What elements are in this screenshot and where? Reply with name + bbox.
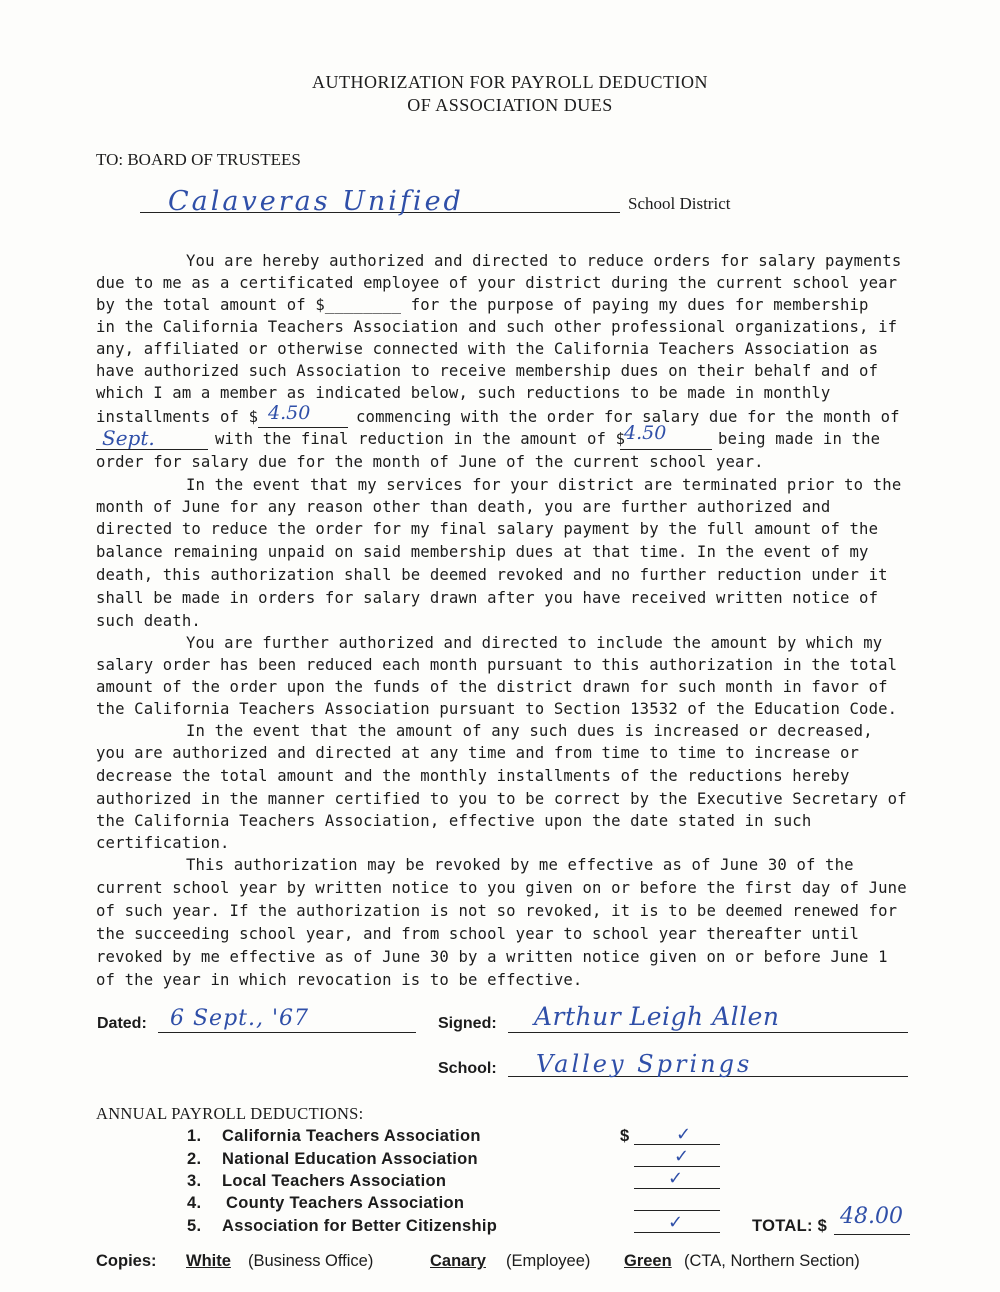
district-name-handwritten: Calaveras Unified [168, 186, 464, 217]
checkmark-icon: ✓ [676, 1124, 692, 1145]
copy-canary: Canary [430, 1252, 486, 1270]
p4-line2: you are authorized and directed at any time and from time to time to increase or [96, 744, 860, 762]
deduction-name-5: Association for Better Citizenship [222, 1217, 498, 1235]
deduction-num-3: 3. [187, 1172, 202, 1190]
checkmark-icon: ✓ [668, 1212, 684, 1233]
final-amount-underline [620, 449, 712, 450]
final-suffix: being made in the [718, 430, 881, 448]
installment-amount-underline [258, 427, 348, 428]
to-board-line: TO: BOARD OF TRUSTEES [96, 150, 301, 169]
deduction-name-1: California Teachers Association [222, 1127, 481, 1145]
p1-line2: due to me as a certificated employee of your district during the current school year [96, 274, 898, 292]
p4-line5: the California Teachers Association, effective upon the date stated in such [96, 812, 812, 830]
total-handwritten: 48.00 [840, 1204, 903, 1229]
p2-line1: In the event that my services for your district are terminated prior to the [186, 476, 902, 494]
p4-line1: In the event that the amount of any such dues is increased or decreased, [186, 722, 873, 740]
p1-line7: which I am a member as indicated below, such reductions to be made in monthly [96, 384, 831, 402]
p2-line4: balance remaining unpaid on said membership dues at that time. In the event of my [96, 543, 869, 561]
deduction-num-5: 5. [187, 1217, 202, 1235]
form-title-line2: OF ASSOCIATION DUES [407, 95, 613, 115]
p2-line2: month of June for any reason other than death, you are further authorized and [96, 498, 831, 516]
p4-line6: certification. [96, 834, 230, 852]
form-title-line1: AUTHORIZATION FOR PAYROLL DEDUCTION [311, 72, 708, 92]
p3-line4: the California Teachers Association pursuant to Section 13532 of the Education Code. [96, 700, 898, 718]
p2-line5: death, this authorization shall be deemed revoked and no further reduction under it [96, 566, 888, 584]
p1-line4: in the California Teachers Association and such other professional organizations, if [96, 318, 898, 336]
copy-white-dest: (Business Office) [248, 1252, 374, 1270]
p5-line5: revoked by me effective as of June 30 by a written notice given on or before June 1 [96, 948, 888, 966]
checkmark-icon: ✓ [668, 1168, 684, 1189]
p3-line1: You are further authorized and directed to include the amount by which my [186, 634, 883, 652]
month-handwritten: Sept. [102, 426, 155, 450]
p2-line6: shall be made in orders for salary drawn after you have received written notice of [96, 589, 879, 607]
p5-line6: of the year in which revocation is to be effective. [96, 971, 583, 989]
p5-line3: of such year. If the authorization is not so revoked, it is to be deemed renewed for [96, 902, 898, 920]
p1-last-line: order for salary due for the month of June of the current school year. [96, 453, 764, 471]
copy-green-dest: (CTA, Northern Section) [684, 1252, 860, 1270]
total-label: TOTAL: $ [752, 1217, 828, 1235]
deduction-name-3: Local Teachers Association [222, 1172, 447, 1190]
deduction-line-4 [634, 1210, 720, 1211]
dated-underline [158, 1032, 416, 1033]
p5-line1: This authorization may be revoked by me effective as of June 30 of the [186, 856, 854, 874]
p2-line3: directed to reduce the order for my final salary payment by the full amount of the [96, 520, 879, 538]
school-district-label: School District [628, 194, 731, 213]
deductions-dollar-sign: $ [620, 1127, 630, 1145]
p1-line3: by the total amount of $________ for the purpose of paying my dues for membership [96, 296, 869, 314]
deduction-num-2: 2. [187, 1150, 202, 1168]
installments-prefix: installments of $ [96, 408, 259, 426]
copy-canary-dest: (Employee) [506, 1252, 591, 1270]
deduction-name-2: National Education Association [222, 1150, 478, 1168]
p3-line3: amount of the order upon the funds of the district drawn for such month in favor of [96, 678, 888, 696]
deduction-num-1: 1. [187, 1127, 202, 1145]
school-label: School: [438, 1060, 497, 1077]
deductions-heading: ANNUAL PAYROLL DEDUCTIONS: [96, 1104, 364, 1123]
school-handwritten: Valley Springs [536, 1050, 753, 1078]
dated-handwritten: 6 Sept., '67 [170, 1006, 310, 1031]
total-underline [834, 1234, 910, 1235]
copy-white: White [186, 1252, 231, 1270]
month-suffix: with the final reduction in the amount of $ [215, 430, 626, 448]
signature-handwritten: Arthur Leigh Allen [534, 1002, 780, 1031]
checkmark-icon: ✓ [674, 1146, 690, 1167]
signed-label: Signed: [438, 1015, 497, 1032]
p5-line2: current school year by written notice to you given on or before the first day of June [96, 879, 907, 897]
final-amount-handwritten: 4.50 [624, 422, 667, 444]
copy-green: Green [624, 1252, 672, 1270]
p1-line6: have authorized such Association to receive membership dues on their behalf and of [96, 362, 879, 380]
p2-line7: such death. [96, 612, 201, 630]
deduction-name-4: County Teachers Association [226, 1194, 465, 1212]
installments-suffix: commencing with the order for salary due for the month of [356, 408, 900, 426]
p4-line4: authorized in the manner certified to you to be correct by the Executive Secretary of [96, 790, 907, 808]
p1-line1: You are hereby authorized and directed to reduce orders for salary payments [186, 252, 902, 270]
p5-line4: the succeeding school year, and from school year to school year thereafter until [96, 925, 860, 943]
installment-amount-handwritten: 4.50 [268, 402, 311, 424]
copies-label: Copies: [96, 1252, 157, 1270]
p4-line3: decrease the total amount and the monthly installments of the reductions hereby [96, 767, 850, 785]
deduction-num-4: 4. [187, 1194, 202, 1212]
dated-label: Dated: [97, 1015, 147, 1032]
p1-line5: any, affiliated or otherwise connected with the California Teachers Association as [96, 340, 879, 358]
p3-line2: salary order has been reduced each month pursuant to this authorization in the total [96, 656, 898, 674]
signed-underline [508, 1032, 908, 1033]
